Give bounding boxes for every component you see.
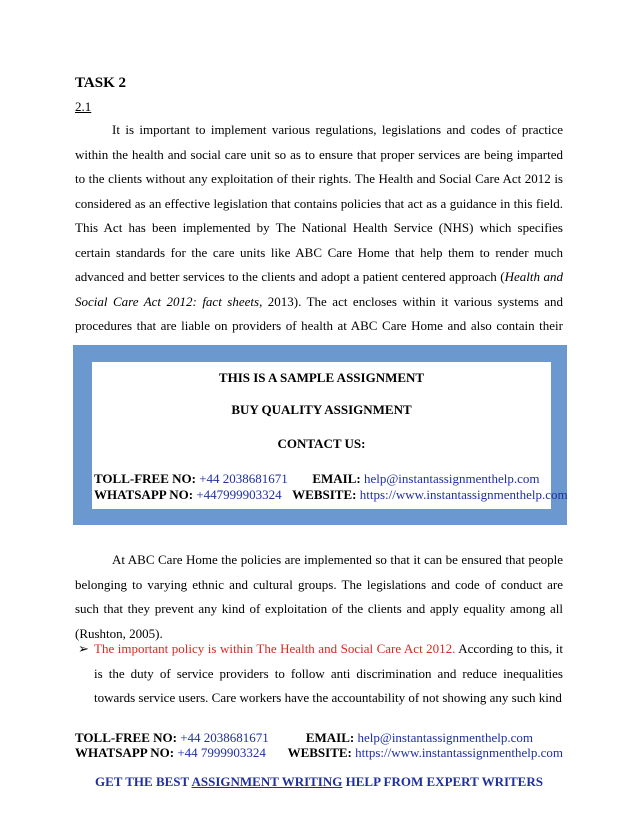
banner-tollfree-link[interactable]: +44 2038681671 <box>199 471 288 486</box>
footer-email-link[interactable]: help@instantassignmenthelp.com <box>357 730 533 745</box>
footer-whatsapp <box>75 745 266 761</box>
footer-tollfree-label: TOLL-FREE NO: <box>75 730 177 745</box>
task-title: TASK 2 <box>75 75 126 91</box>
banner-buy-heading: BUY QUALITY ASSIGNMENT <box>231 402 412 417</box>
footer-website-label: WEBSITE: <box>287 745 352 760</box>
footer-cta-suffix: HELP FROM EXPERT WRITERS <box>342 774 543 789</box>
banner-contact-row-1 <box>94 471 539 487</box>
footer-email <box>306 730 533 746</box>
banner-whatsapp-link[interactable]: +447999903324 <box>196 487 282 502</box>
footer-whatsapp-label: WHATSAPP NO: <box>75 745 175 760</box>
footer-website-link[interactable]: https://www.instantassignmenthelp.com <box>355 745 563 760</box>
paragraph-1 <box>75 118 563 363</box>
paragraph-1-citation: Health and Social Care Act 2012: fact sheets <box>75 269 563 309</box>
footer-whatsapp-link[interactable]: +44 7999903324 <box>177 745 266 760</box>
banner-email-label: EMAIL: <box>312 471 361 486</box>
banner-whatsapp-label: WHATSAPP NO: <box>94 487 194 502</box>
section-number: 2.1 <box>75 99 92 114</box>
paragraph-1-text-b: , 2013). The act encloses within it various systems and procedures that are liable on providers of health at ABC Care Home and also contain their <box>75 293 564 333</box>
banner-contact-heading: CONTACT US: <box>277 436 366 451</box>
bullet-highlight-text: The important policy is within The Health and Social Care Act 2012. <box>94 641 456 656</box>
footer-cta <box>0 774 638 790</box>
footer-email-label: EMAIL: <box>305 730 355 745</box>
banner-contact-row-2 <box>94 487 568 503</box>
paragraph-2: At ABC Care Home the policies are implemented so that it can be ensured that people belonging to varying ethnic and cultural groups. The legislations and code of conduct are such that they prevent any kind of exploitation of the clients and apply equality among all (Rushton, 2005). <box>75 552 563 641</box>
banner-website-link[interactable]: https://www.instantassignmenthelp.com <box>359 487 568 502</box>
footer-website <box>288 745 563 761</box>
sample-banner <box>92 362 568 509</box>
bullet-item <box>78 637 563 711</box>
arrow-bullet-icon: ➢ <box>78 641 89 656</box>
footer-tollfree <box>75 730 269 746</box>
banner-email-link[interactable]: help@instantassignmenthelp.com <box>363 471 540 486</box>
footer-cta-link[interactable]: ASSIGNMENT WRITING <box>191 774 343 789</box>
paragraph-1-text-a: It is important to implement various regulations, legislations and codes of practice within the health and social care unit so as to ensure that proper services are being imparted to the clients without any exploitation of their rights. The Health and Social Care Act 2012 is considered as an effective legislation that contains policies that act as a guidance in this field. This Act has been implemented by The National Health Service (NHS) which specifies certain standards for the care units like ABC Care Home that help them to render much advanced and better services to the clients and adopt a patient centered approach ( <box>75 122 563 284</box>
banner-sample-heading: THIS IS A SAMPLE ASSIGNMENT <box>218 370 425 385</box>
banner-tollfree-label: TOLL-FREE NO: <box>94 471 196 486</box>
footer-tollfree-link[interactable]: +44 2038681671 <box>180 730 269 745</box>
bullet-body-text: According to this, it is the duty of service providers to follow anti discrimination and reduce inequalities towards service users. Care workers have the accountability of not showing any such kind <box>94 641 563 705</box>
footer-cta-prefix: GET THE BEST <box>95 774 192 789</box>
banner-website-label: WEBSITE: <box>292 487 357 502</box>
